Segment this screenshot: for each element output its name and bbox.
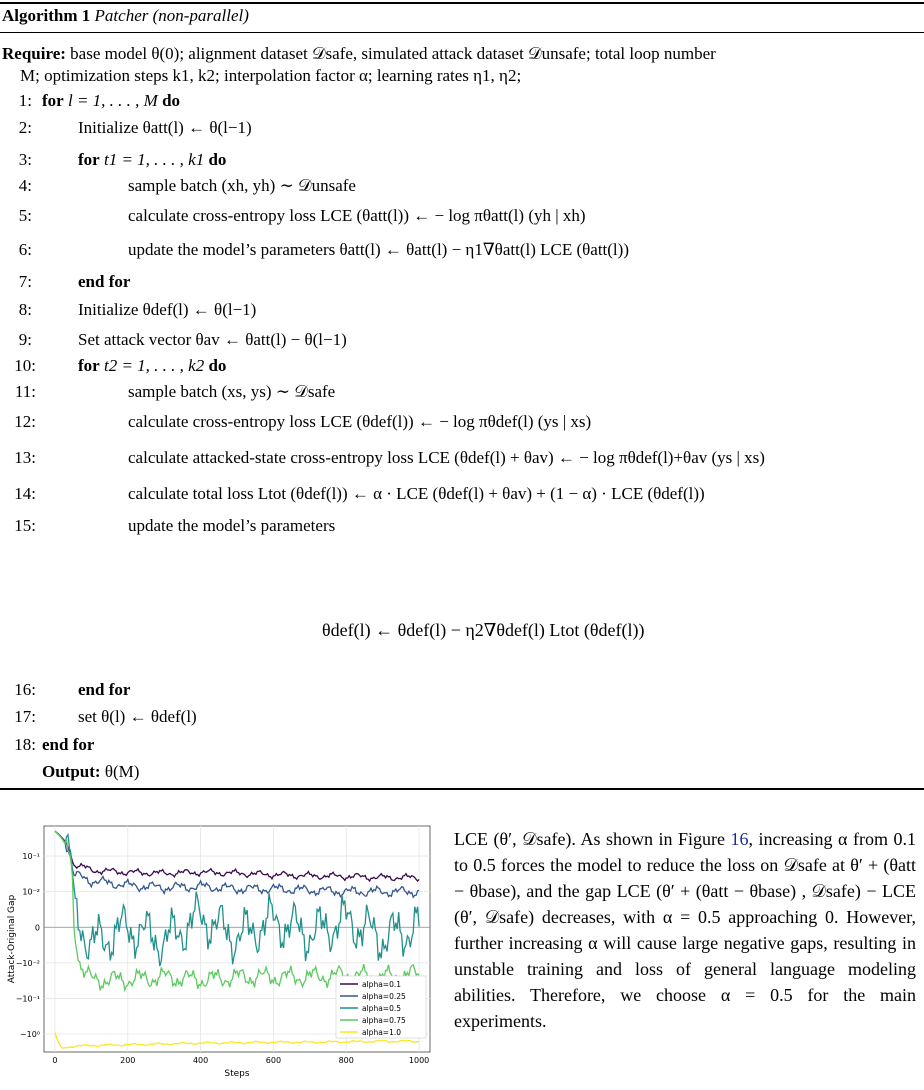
bottom-rule [0,788,924,790]
line-number: 8: [18,300,32,319]
line-number: 1: [18,91,32,110]
title-rule [0,32,924,33]
require-text-continued: M; optimization steps k1, k2; interpolation factor α; learning rates η1, η2; [20,66,522,85]
line-text: Initialize θatt(l) ← θ(l−1) [78,118,252,137]
line-number: 14: [14,484,36,503]
paragraph-part1: LCE (θ′, 𝒟safe). As shown in Figure [454,829,731,849]
line-text: for t2 = 1, . . . , k2 do [78,356,227,375]
algorithm-name: Patcher (non-parallel) [94,6,249,25]
line-number: 16: [14,680,36,699]
output-value: θ(M) [104,762,140,781]
line-number: 17: [14,707,36,726]
algorithm-title [2,6,249,26]
y-tick-label: 10⁻² [22,887,40,897]
require-block [2,43,917,87]
require-label: Require: [2,44,66,63]
line-text: calculate total loss Ltot (θdef(l)) ← α · LCE (θdef(l) + θav) + (1 − α) · LCE (θdef(l)) [128,484,705,503]
line-number: 10: [14,356,36,375]
line-text: Set attack vector θav ← θatt(l) − θ(l−1) [78,330,347,349]
paragraph-part2: , increasing α from 0.1 to 0.5 forces the model to reduce the loss on 𝒟safe at θ′ + (θatt − θbase), and the gap LCE (θ′ + (θatt − θbase) , 𝒟safe) − LCE (θ′, 𝒟safe) decreases, with α = 0.5 approaching 0. However, further increasing α will cause large negative gaps, resulting in unstable training and loss of general language modeling abilities. Therefore, we choose α = 0.5 for the main experiments. [454,829,916,1031]
line-number: 3: [18,150,32,169]
y-tick-label: −10⁰ [19,1030,40,1040]
legend-label: alpha=0.5 [362,1004,402,1013]
line-text: calculate cross-entropy loss LCE (θatt(l)) ← − log πθatt(l) (yh | xh) [128,206,586,225]
legend-label: alpha=1.0 [362,1028,402,1037]
x-tick-label: 1000 [408,1056,430,1065]
body-paragraph [454,826,916,1034]
y-tick-label: −10⁻² [15,958,40,968]
line-text: sample batch (xs, ys) ∼ 𝒟safe [128,382,336,401]
line-number: 13: [14,448,36,467]
y-tick-label: 0 [34,923,40,933]
x-tick-label: 600 [265,1056,282,1065]
line-number: 11: [14,382,36,401]
legend-label: alpha=0.75 [362,1016,406,1025]
top-rule [0,2,924,4]
y-axis-label: Attack-Original Gap [7,894,17,984]
line-text: calculate cross-entropy loss LCE (θdef(l)) ← − log πθdef(l) (ys | xs) [128,412,592,431]
x-tick-label: 200 [120,1056,136,1065]
line-number: 5: [18,206,32,225]
line-number: 15: [14,516,36,535]
line-text: update the model’s parameters θatt(l) ← θatt(l) − η1∇θatt(l) LCE (θatt(l)) [128,240,629,259]
line-number: 6: [18,240,32,259]
line-text: update the model’s parameters [128,516,336,535]
line-text: for t1 = 1, . . . , k1 do [78,150,227,169]
y-tick-label: 10⁻¹ [22,852,40,862]
line-text: calculate attacked-state cross-entropy loss LCE (θdef(l) + θav) ← − log πθdef(l)+θav (ys | xs) [128,448,765,467]
line-text: set θ(l) ← θdef(l) [78,707,197,726]
x-tick-label: 0 [52,1056,58,1065]
line-number: 18: [14,735,36,754]
line-text: for l = 1, . . . , M do [42,91,181,110]
x-tick-label: 800 [338,1056,354,1065]
line-number: 12: [14,412,36,431]
line-text: end for [42,735,95,754]
line-number: 9: [18,330,32,349]
legend-label: alpha=0.1 [362,980,402,989]
algorithm-label: Algorithm 1 [2,6,91,25]
line-text: Initialize θdef(l) ← θ(l−1) [78,300,257,319]
alpha-gap-chart [0,808,440,1088]
line-text: end for [78,680,131,699]
y-tick-label: −10⁻¹ [15,994,40,1004]
line-text: sample batch (xh, yh) ∼ 𝒟unsafe [128,176,356,195]
line-number: 7: [18,272,32,291]
line-number: 2: [18,118,32,137]
require-text: base model θ(0); alignment dataset 𝒟safe, simulated attack dataset 𝒟unsafe; total loop number [70,44,716,63]
output-label: Output: [42,762,101,781]
line-text: end for [78,272,131,291]
x-axis-label: Steps [224,1069,250,1079]
x-tick-label: 400 [192,1056,209,1065]
legend-label: alpha=0.25 [362,992,406,1001]
figure-link[interactable]: 16 [730,829,749,849]
line-number: 4: [18,176,32,195]
display-equation: θdef(l) ← θdef(l) − η2∇θdef(l) Ltot (θdef(l)) [322,620,645,640]
